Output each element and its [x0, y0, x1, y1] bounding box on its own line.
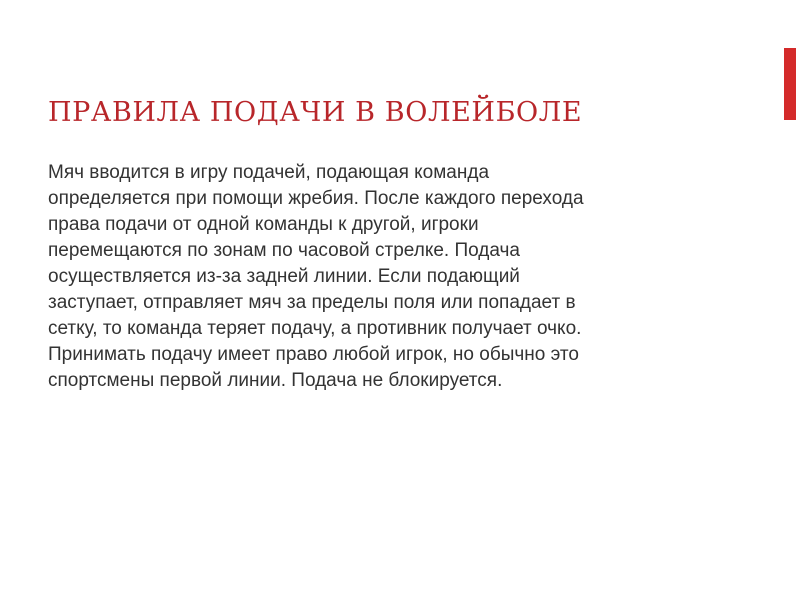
body-line: Принимать подачу имеет право любой игрок, но обычно это	[48, 344, 579, 365]
body-line: сетку, то команда теряет подачу, а противник получает очко.	[48, 318, 582, 339]
body-line: права подачи от одной команды к другой, игроки	[48, 214, 479, 235]
body-line: осуществляется из-за задней линии. Если подающий	[48, 266, 520, 287]
body-line: определяется при помощи жребия. После каждого перехода	[48, 188, 584, 209]
body-line: спортсмены первой линии. Подача не блокируется.	[48, 370, 503, 391]
slide-body-text	[48, 160, 688, 394]
body-line: перемещаются по зонам по часовой стрелке. Подача	[48, 240, 520, 261]
slide-title: ПРАВИЛА ПОДАЧИ В ВОЛЕЙБОЛЕ	[48, 97, 583, 128]
body-line: Мяч вводится в игру подачей, подающая команда	[48, 162, 490, 183]
body-line: заступает, отправляет мяч за пределы поля или попадает в	[48, 292, 576, 313]
accent-bar	[784, 48, 796, 120]
